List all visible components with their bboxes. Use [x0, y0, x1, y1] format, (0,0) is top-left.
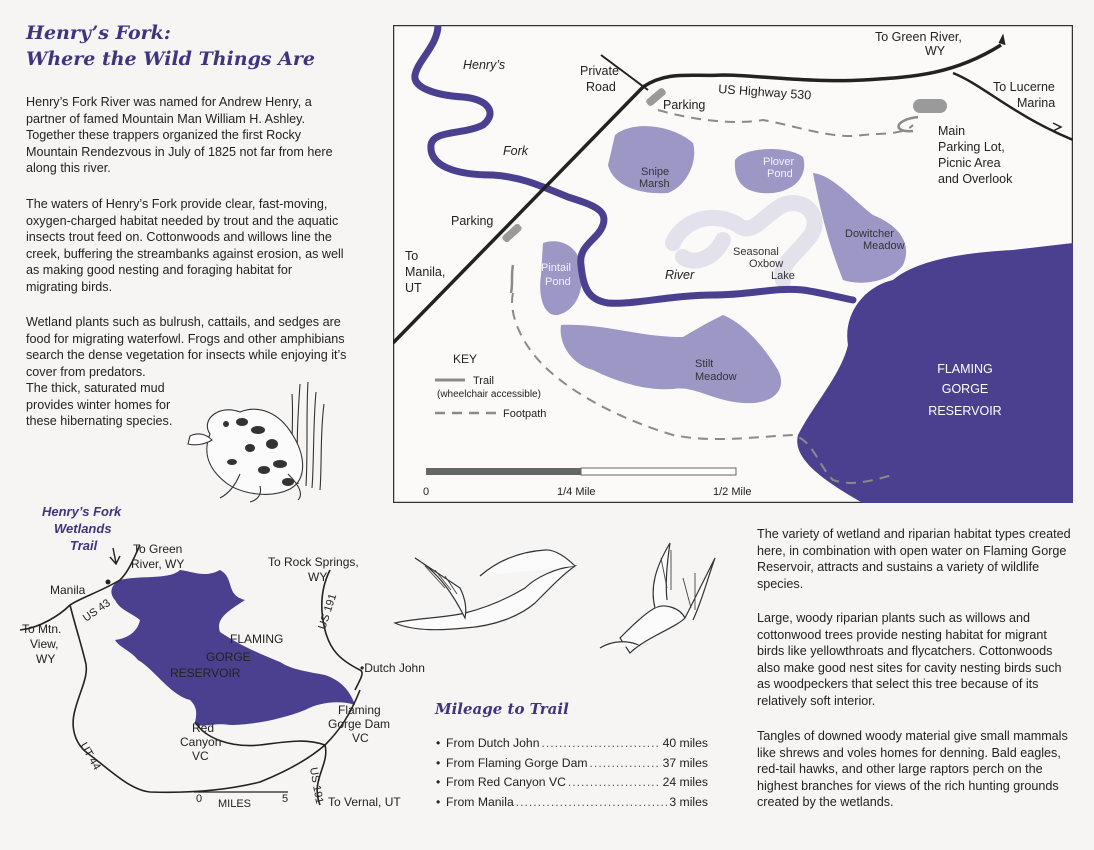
label-to-vernal: To Vernal, UT	[328, 795, 401, 809]
label-main-lot-3: Picnic Area	[938, 156, 1001, 170]
label-to-rock-1: To Rock Springs,	[268, 555, 359, 569]
label-oxbow-3: Lake	[771, 270, 795, 282]
label-dam-1: Flaming	[338, 703, 381, 717]
label-to-manila-1: To	[405, 249, 419, 263]
key-trail-note: (wheelchair accessible)	[437, 389, 541, 400]
label-to-mtn-3: WY	[36, 652, 56, 666]
label-res-3: RESERVOIR	[170, 666, 241, 680]
history-paragraph: Henry’s Fork River was named for Andrew Henry, a partner of famed Mountain Man William H. Ashley. Together these trappers organized the first Rocky Mountain Rendezvous in July of 1825 not far from here along this river.	[26, 95, 333, 176]
key-trail-label: Trail	[473, 375, 494, 387]
manila-dot	[106, 580, 111, 585]
label-pintail-1: Pintail	[541, 262, 571, 274]
label-res-2: GORGE	[206, 650, 251, 664]
arrow-down-icon	[110, 548, 120, 564]
label-main-lot-2: Parking Lot,	[938, 140, 1005, 154]
label-red-1: Red	[192, 721, 215, 735]
label-dam-2: Gorge Dam	[328, 717, 391, 731]
key-footpath-label: Footpath	[503, 408, 547, 420]
label-parking-top: Parking	[663, 98, 706, 112]
label-to-rock-2: WY	[308, 570, 328, 584]
label-oxbow-2: Oxbow	[749, 258, 784, 270]
label-dowitcher-2: Meadow	[863, 240, 905, 252]
page-title	[26, 20, 366, 72]
mileage-value: 24 miles	[662, 775, 708, 789]
trail-map	[393, 25, 1073, 503]
label-to-green-2: River, WY	[131, 557, 185, 571]
label-to-green: To Green	[133, 542, 183, 556]
mileage-list	[436, 734, 708, 812]
scale-label-half: 1/2 Mile	[713, 486, 752, 498]
leader-dots	[590, 754, 661, 774]
scale-light-segment	[581, 468, 736, 475]
mud-paragraph: The thick, saturated mud provides winter homes for these hibernating species.	[26, 381, 173, 429]
label-pintail-2: Pond	[545, 276, 571, 288]
mileage-label: From Flaming Gorge Dam	[446, 755, 588, 770]
label-red-3: VC	[192, 749, 209, 763]
mileage-title: Mileage to Trail	[435, 700, 569, 718]
main-parking-lot	[913, 99, 947, 113]
title-line-1: Henry’s Fork:	[26, 22, 171, 44]
mileage-value: 37 miles	[662, 755, 708, 770]
label-res-1: FLAMING	[230, 632, 284, 646]
label-private-road-2: Road	[586, 80, 616, 94]
label-fork: Fork	[503, 144, 528, 158]
mileage-value: 3 miles	[669, 794, 708, 809]
label-dam-3: VC	[352, 731, 369, 745]
label-us191-top: US 191	[316, 592, 340, 631]
label-ut44: UT 44	[77, 740, 103, 773]
scale-label-5: 5	[282, 793, 289, 805]
label-snipe-2: Marsh	[639, 178, 670, 190]
label-henrys: Henry’s	[463, 58, 506, 72]
leader-dots	[516, 793, 668, 813]
label-manila: Manila	[50, 583, 86, 597]
label-reservoir-3: RESERVOIR	[928, 404, 1002, 418]
label-to-mtn-1: To Mtn.	[22, 622, 62, 636]
label-main-lot-1: Main	[938, 124, 966, 138]
scale-label-miles: MILES	[218, 798, 252, 810]
label-dowitcher-1: Dowitcher	[845, 228, 894, 240]
leader-dots	[568, 773, 661, 793]
label-reservoir-1: FLAMING	[937, 362, 993, 376]
label-to-lucerne-1: To Lucerne	[993, 80, 1055, 94]
label-us191-bottom: US 191	[307, 766, 326, 805]
scale-label-0: 0	[196, 793, 203, 805]
label-reservoir-2: GORGE	[941, 382, 989, 396]
label-highway: US Highway 530	[717, 82, 812, 103]
mileage-row	[436, 793, 708, 813]
label-us43: US 43	[80, 597, 113, 625]
title-line-2: Where the Wild Things Are	[26, 48, 316, 70]
label-plover-2: Pond	[767, 168, 793, 180]
scale-label-0: 0	[423, 486, 430, 498]
label-parking-left: Parking	[451, 214, 494, 228]
label-to-green-river-1: To Green River,	[875, 30, 962, 44]
mileage-label: From Red Canyon VC	[446, 775, 566, 789]
mileage-row	[436, 773, 708, 793]
key-title: KEY	[453, 352, 478, 366]
frog-illustration	[180, 374, 340, 504]
label-to-mtn-2: View,	[30, 637, 59, 651]
bullet-icon: •	[436, 755, 441, 770]
mileage-label: From Dutch John	[446, 736, 540, 750]
label-to-manila-2: Manila,	[405, 265, 446, 279]
riparian-plants-paragraph: Large, woody riparian plants such as willows and cottonwood trees provide nesting habitat for migrant birds like yellowthroats and flycatchers. Cottonwoods also make good nest sites for cavity nesting birds such as woodpeckers that select this tree because of its relatively soft interior.	[757, 611, 1062, 708]
bullet-icon: •	[436, 736, 441, 750]
woody-material-paragraph: Tangles of downed woody material give small mammals like shrews and voles homes for denning. Bald eagles, red-tail hawks, and other large raptors perch on the highest branches for views of the rich hunting grounds created by the wetlands.	[757, 729, 1068, 810]
label-to-manila-3: UT	[405, 281, 422, 295]
mileage-label: From Manila	[446, 794, 514, 809]
scale-dark-segment	[426, 468, 581, 475]
mileage-value: 40 miles	[662, 736, 708, 750]
geese-illustration	[385, 528, 725, 678]
label-private-road-1: Private	[580, 64, 619, 78]
label-river: River	[665, 268, 695, 282]
label-oxbow-1: Seasonal	[733, 246, 779, 258]
label-main-lot-4: and Overlook	[938, 172, 1013, 186]
leader-dots	[541, 734, 660, 754]
scale-label-quarter: 1/4 Mile	[557, 486, 596, 498]
regional-title-3: Trail	[70, 538, 98, 553]
mileage-row	[436, 734, 708, 754]
regional-reservoir	[111, 570, 355, 726]
label-to-green-river-2: WY	[925, 44, 946, 58]
mileage-row	[436, 754, 708, 774]
label-dutch-john: •Dutch John	[360, 661, 425, 675]
label-snipe-1: Snipe	[641, 166, 670, 178]
wildlife-variety-paragraph: The variety of wetland and riparian habitat types created here, in combination with open water on Flaming Gorge Reservoir, attracts and sustains a variety of wildlife species.	[757, 527, 1071, 591]
label-stilt-1: Stilt	[695, 358, 714, 370]
label-plover-1: Plover	[763, 156, 795, 168]
wetland-plants-paragraph: Wetland plants such as bulrush, cattails, and sedges are food for migrating waterfowl. Frogs and other amphibians search the dense vegetation for insects while enjoying it’s cover from predators.	[26, 315, 347, 379]
label-to-lucerne-2: Marina	[1017, 96, 1056, 110]
regional-title-1: Henry’s Fork	[42, 504, 122, 519]
label-red-2: Canyon	[180, 735, 222, 749]
bullet-icon: •	[436, 775, 441, 789]
habitat-paragraph: The waters of Henry’s Fork provide clear, fast-moving, oxygen-charged habitat needed by trout and the aquatic insects trout feed on. Cottonwoods and willows line the creek, buffering the streambanks against erosion, as well as making good nesting and foraging habitat for migrating birds.	[26, 197, 344, 294]
regional-title-2: Wetlands	[54, 521, 112, 536]
label-stilt-2: Meadow	[695, 371, 737, 383]
bullet-icon: •	[436, 794, 441, 809]
